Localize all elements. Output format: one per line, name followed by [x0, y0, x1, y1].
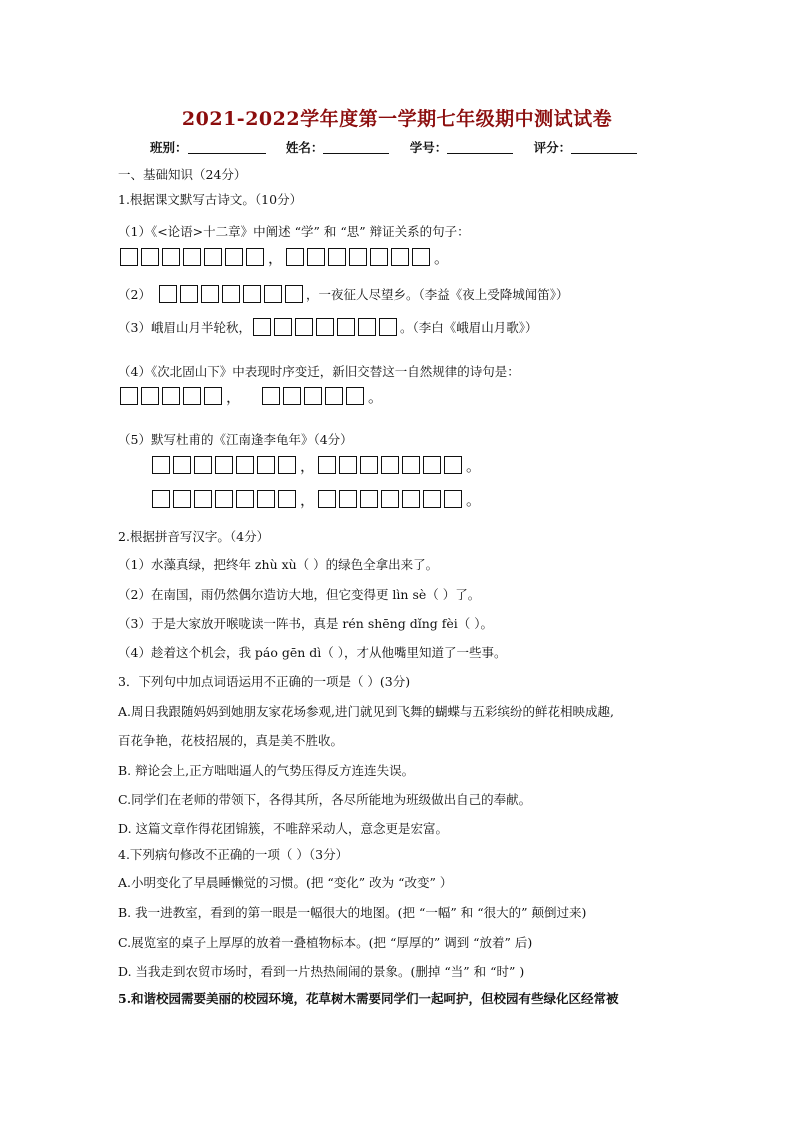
q2-item1: （1）水藻真绿，把终年 zhù xù（ ）的绿色全拿出来了。 — [118, 557, 439, 572]
comma: ， — [300, 457, 316, 475]
answer-box[interactable] — [304, 387, 322, 405]
answer-box[interactable] — [141, 387, 159, 405]
q2-item3: （3）于是大家放开喉咙读一阵书，真是 rén shēng dǐng fèi（ ）。 — [118, 616, 493, 631]
answer-box[interactable] — [194, 456, 212, 474]
answer-box[interactable] — [173, 490, 191, 508]
q3-option-a-line1: A.周日我跟随妈妈到她朋友家花场参观,进门就见到飞舞的蝴蝶与五彩缤纷的鲜花相映成趣, — [118, 704, 614, 719]
q1-part1-answer — [120, 248, 452, 266]
answer-box[interactable] — [295, 318, 313, 336]
student-info-row — [150, 138, 653, 156]
answer-box[interactable] — [225, 248, 243, 266]
answer-box[interactable] — [194, 490, 212, 508]
answer-box[interactable] — [278, 456, 296, 474]
answer-box[interactable] — [246, 248, 264, 266]
answer-box[interactable] — [183, 387, 201, 405]
period: 。 — [466, 491, 482, 509]
answer-box[interactable] — [360, 490, 378, 508]
answer-box[interactable] — [253, 318, 271, 336]
answer-box[interactable] — [215, 490, 233, 508]
class-label: 班别： — [150, 140, 188, 155]
answer-box[interactable] — [257, 490, 275, 508]
answer-box[interactable] — [286, 248, 304, 266]
answer-box[interactable] — [236, 490, 254, 508]
answer-box[interactable] — [318, 490, 336, 508]
q2-stem: 2.根据拼音写汉字。（4分） — [118, 529, 270, 544]
answer-box[interactable] — [215, 456, 233, 474]
answer-box[interactable] — [285, 285, 303, 303]
answer-box[interactable] — [264, 285, 282, 303]
answer-box[interactable] — [412, 248, 430, 266]
answer-box[interactable] — [337, 318, 355, 336]
comma: ， — [226, 388, 242, 406]
answer-box[interactable] — [262, 387, 280, 405]
q5-stem: 5.和谐校园需要美丽的校园环境，花草树木需要同学们一起呵护，但校园有些绿化区经常被 — [118, 991, 619, 1006]
comma: ， — [268, 249, 284, 267]
answer-box[interactable] — [159, 285, 177, 303]
answer-box[interactable] — [173, 456, 191, 474]
answer-box[interactable] — [381, 490, 399, 508]
answer-box[interactable] — [243, 285, 261, 303]
q1-part2-suffix: ，一夜征人尽望乡。（李益《夜上受降城闻笛》） — [305, 287, 569, 302]
q1-part2-line — [118, 285, 568, 303]
answer-box[interactable] — [180, 285, 198, 303]
answer-box[interactable] — [307, 248, 325, 266]
score-blank[interactable] — [571, 141, 637, 154]
student-id-blank[interactable] — [447, 141, 513, 154]
q4-option-c: C.展览室的桌子上厚厚的放着一叠植物标本。(把 “厚厚的” 调到 “放着” 后) — [118, 935, 533, 950]
comma: ， — [300, 491, 316, 509]
class-blank[interactable] — [188, 141, 266, 154]
score-label: 评分： — [533, 140, 572, 155]
name-label: 姓名： — [285, 140, 324, 155]
q3-option-b: B. 辩论会上,正方咄咄逼人的气势压得反方连连失误。 — [118, 763, 415, 778]
answer-box[interactable] — [278, 490, 296, 508]
name-blank[interactable] — [323, 141, 389, 154]
answer-box[interactable] — [274, 318, 292, 336]
answer-box[interactable] — [318, 456, 336, 474]
answer-box[interactable] — [349, 248, 367, 266]
answer-box[interactable] — [444, 456, 462, 474]
answer-box[interactable] — [236, 456, 254, 474]
answer-box[interactable] — [204, 248, 222, 266]
answer-box[interactable] — [325, 387, 343, 405]
answer-box[interactable] — [141, 248, 159, 266]
q3-stem: 3．下列句中加点词语运用不正确的一项是（ ）(3分) — [118, 674, 411, 689]
q4-option-d: D. 当我走到农贸市场时，看到一片热热闹闹的景象。(删掉 “当” 和 “时” ) — [118, 964, 525, 979]
answer-box[interactable] — [152, 456, 170, 474]
answer-box[interactable] — [360, 456, 378, 474]
q1-part3-suffix: 。（李白《峨眉山月歌》） — [399, 320, 538, 335]
answer-box[interactable] — [391, 248, 409, 266]
q4-stem: 4.下列病句修改不正确的一项（ ）（3分） — [118, 847, 349, 862]
answer-box[interactable] — [162, 387, 180, 405]
answer-box[interactable] — [339, 490, 357, 508]
answer-box[interactable] — [162, 248, 180, 266]
answer-box[interactable] — [204, 387, 222, 405]
q1-stem: 1.根据课文默写古诗文。（10分） — [118, 192, 303, 207]
period: 。 — [368, 388, 384, 406]
q3-option-c: C.同学们在老师的带领下，各得其所，各尽所能地为班级做出自己的奉献。 — [118, 792, 532, 807]
q1-part5-text: （5）默写杜甫的《江南逢李龟年》（4分） — [118, 432, 353, 447]
answer-box[interactable] — [201, 285, 219, 303]
answer-box[interactable] — [346, 387, 364, 405]
answer-box[interactable] — [381, 456, 399, 474]
answer-box[interactable] — [152, 490, 170, 508]
q4-option-b: B. 我一进教室，看到的第一眼是一幅很大的地图。(把 “一幅” 和 “很大的” 颠倒过来) — [118, 905, 587, 920]
period: 。 — [466, 457, 482, 475]
answer-box[interactable] — [120, 248, 138, 266]
answer-box[interactable] — [444, 490, 462, 508]
answer-box[interactable] — [257, 456, 275, 474]
answer-box[interactable] — [370, 248, 388, 266]
answer-box[interactable] — [283, 387, 301, 405]
answer-box[interactable] — [222, 285, 240, 303]
section-heading: 一、基础知识（24分） — [118, 167, 247, 182]
answer-box[interactable] — [328, 248, 346, 266]
answer-box[interactable] — [402, 490, 420, 508]
q3-option-a-line2: 百花争艳，花枝招展的，真是美不胜收。 — [118, 733, 344, 748]
period: 。 — [434, 249, 450, 267]
q1-part4-text: （4）《次北固山下》中表现时序变迁，新旧交替这一自然规律的诗句是： — [118, 364, 520, 379]
q1-part1-text: （1）《<论语>十二章》中阐述 “学” 和 “思” 辩证关系的句子： — [118, 224, 470, 239]
q3-option-d: D. 这篇文章作得花团锦簇，不唯辞采动人，意念更是宏富。 — [118, 821, 449, 836]
answer-box[interactable] — [183, 248, 201, 266]
q1-part3-line — [118, 318, 537, 336]
q1-part5-line1 — [152, 456, 484, 474]
answer-box[interactable] — [339, 456, 357, 474]
q1-part4-answer — [120, 387, 386, 405]
answer-box[interactable] — [423, 456, 441, 474]
q1-part5-line2 — [152, 490, 484, 508]
q2-item4: （4）趁着这个机会，我 páo gēn dì（ ），才从他嘴里知道了一些事。 — [118, 645, 507, 660]
answer-box[interactable] — [358, 318, 376, 336]
answer-box[interactable] — [120, 387, 138, 405]
answer-box[interactable] — [316, 318, 334, 336]
q2-item2: （2）在南国，雨仍然偶尔造访大地，但它变得更 lìn sè（ ）了。 — [118, 587, 481, 602]
answer-box[interactable] — [379, 318, 397, 336]
page-title: 2021-2022学年度第一学期七年级期中测试试卷 — [181, 108, 613, 130]
student-id-label: 学号： — [409, 140, 448, 155]
answer-box[interactable] — [423, 490, 441, 508]
answer-box[interactable] — [402, 456, 420, 474]
q1-part3-prefix: （3）峨眉山月半轮秋， — [118, 320, 251, 335]
q4-option-a: A.小明变化了早晨睡懒觉的习惯。(把 “变化” 改为 “改变” ） — [118, 875, 453, 890]
q1-part2-prefix: （2） — [118, 287, 151, 302]
